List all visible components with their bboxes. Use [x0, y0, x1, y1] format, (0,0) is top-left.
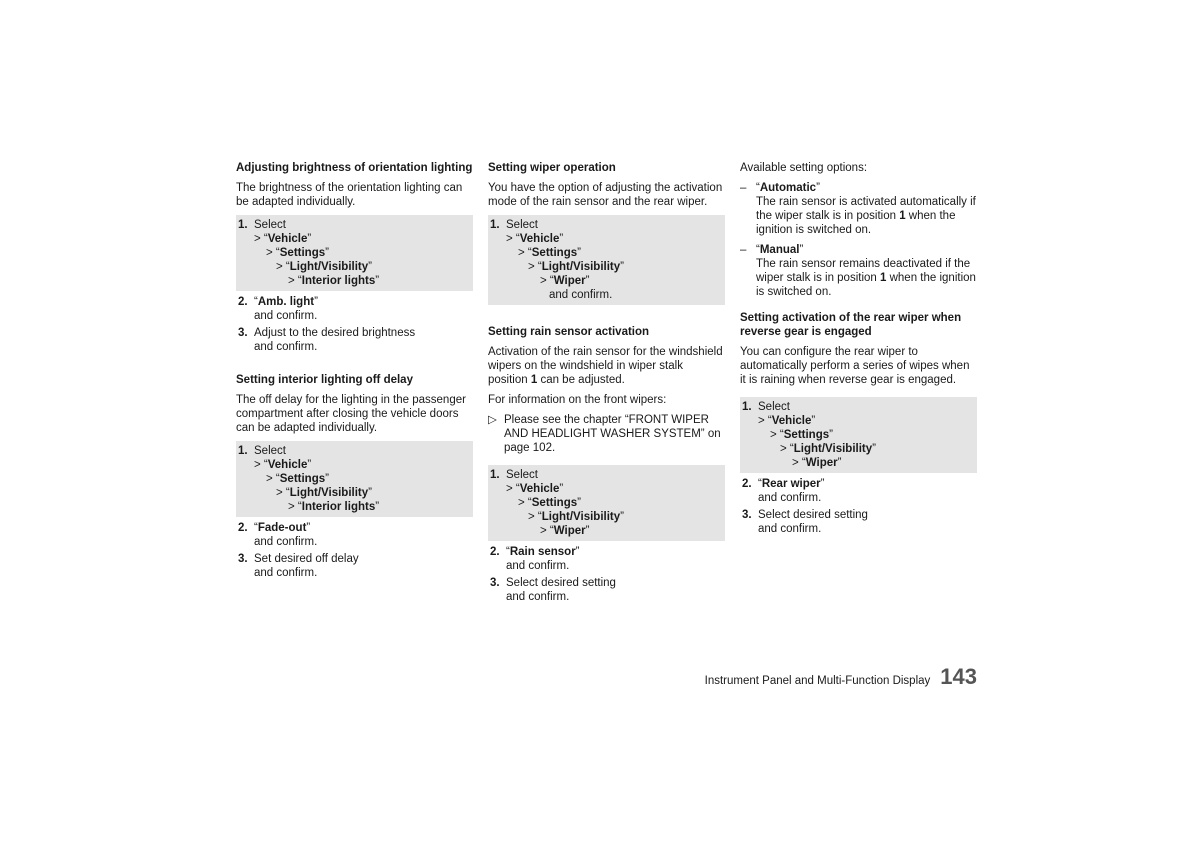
- paragraph: Activation of the rain sensor for the windshield wipers on the windshield in wiper stalk position 1 can be adjusted.: [488, 346, 723, 386]
- menu-path-settings: > “Settings”: [266, 247, 329, 259]
- option-item: – “Manual” The rain sensor remains deactivated if the wiper stalk is in position 1 when the ignition is switched on.: [740, 244, 976, 298]
- step-item: 3. Select desired setting and confirm.: [742, 509, 868, 535]
- option-item: – “Automatic” The rain sensor is activated automatically if the wiper stalk is in position 1 when the ignition is switched on.: [740, 182, 976, 236]
- step-item: 3. Set desired off delay and confirm.: [238, 553, 359, 579]
- section-heading: Setting interior lighting off delay: [236, 374, 413, 386]
- menu-path-wiper: > “Wiper”: [540, 275, 590, 287]
- menu-path-wiper: > “Wiper”: [792, 457, 842, 469]
- paragraph: You have the option of adjusting the activation mode of the rain sensor and the rear wiper.: [488, 182, 723, 208]
- paragraph: The off delay for the lighting in the passenger compartment after closing the vehicle doors can be adapted individually.: [236, 394, 466, 434]
- menu-path-light-visibility: > “Light/Visibility”: [528, 261, 624, 273]
- section-heading: Adjusting brightness of orientation lighting: [236, 162, 473, 174]
- menu-path-vehicle: > “Vehicle”: [506, 233, 564, 245]
- paragraph: The brightness of the orientation lighting can be adapted individually.: [236, 182, 463, 208]
- menu-path-vehicle: > “Vehicle”: [254, 233, 312, 245]
- section-title: Instrument Panel and Multi-Function Display: [704, 675, 931, 687]
- menu-path-settings: > “Settings”: [770, 429, 833, 441]
- section-heading: Setting wiper operation: [488, 162, 616, 174]
- step-item: 3. Select desired setting and confirm.: [490, 577, 616, 603]
- cross-reference: ▷ Please see the chapter “FRONT WIPER AND HEADLIGHT WASHER SYSTEM” on page 102.: [488, 414, 721, 454]
- menu-path-light-visibility: > “Light/Visibility”: [528, 511, 624, 523]
- triangle-icon: ▷: [488, 414, 497, 426]
- section-heading: Setting rain sensor activation: [488, 326, 650, 338]
- menu-path-confirm: and confirm.: [549, 289, 613, 301]
- step-number: 1.: [238, 219, 248, 231]
- paragraph: Available setting options:: [740, 162, 868, 174]
- menu-path-box: 1. Select > “Vehicle” > “Settings” > “Light/Visibility” > “Wiper”: [740, 397, 977, 473]
- step-item: 2. “Rain sensor” and confirm.: [490, 546, 580, 572]
- menu-path-wiper: > “Wiper”: [540, 525, 590, 537]
- menu-path-settings: > “Settings”: [266, 473, 329, 485]
- menu-path-light-visibility: > “Light/Visibility”: [780, 443, 876, 455]
- paragraph: For information on the front wipers:: [488, 394, 667, 406]
- menu-path-vehicle: > “Vehicle”: [506, 483, 564, 495]
- step-item: 2. “Fade-out” and confirm.: [238, 522, 318, 548]
- menu-path-vehicle: > “Vehicle”: [758, 415, 816, 427]
- step-item: 2. “Rear wiper” and confirm.: [742, 478, 825, 504]
- page-footer: [600, 664, 977, 690]
- menu-path-box: [236, 215, 473, 291]
- step-text: Select: [254, 219, 286, 231]
- section-heading: Setting activation of the rear wiper when reverse gear is engaged: [740, 312, 962, 338]
- menu-path-light-visibility: > “Light/Visibility”: [276, 261, 372, 273]
- step-item: 2. “Amb. light” and confirm.: [238, 296, 318, 322]
- step-item: 3. Adjust to the desired brightness and confirm.: [238, 327, 416, 353]
- menu-path-settings: > “Settings”: [518, 497, 581, 509]
- page-number: 143: [940, 664, 977, 689]
- menu-path-interior-lights: > “Interior lights”: [288, 501, 380, 513]
- menu-path-light-visibility: > “Light/Visibility”: [276, 487, 372, 499]
- paragraph: You can configure the rear wiper to automatically perform a series of wipes when it is raining when reverse gear is engaged.: [740, 346, 970, 386]
- menu-path-box: 1. Select > “Vehicle” > “Settings” > “Light/Visibility” > “Wiper” and confirm.: [488, 215, 725, 305]
- menu-path-vehicle: > “Vehicle”: [254, 459, 312, 471]
- menu-path-settings: > “Settings”: [518, 247, 581, 259]
- menu-path-interior-lights: > “Interior lights”: [288, 275, 380, 287]
- column-3: [740, 161, 977, 539]
- column-1: [236, 161, 473, 583]
- column-2: [488, 161, 725, 607]
- menu-path-box: 1. Select > “Vehicle” > “Settings” > “Light/Visibility” > “Interior lights”: [236, 441, 473, 517]
- menu-path-box: 1. Select > “Vehicle” > “Settings” > “Light/Visibility” > “Wiper”: [488, 465, 725, 541]
